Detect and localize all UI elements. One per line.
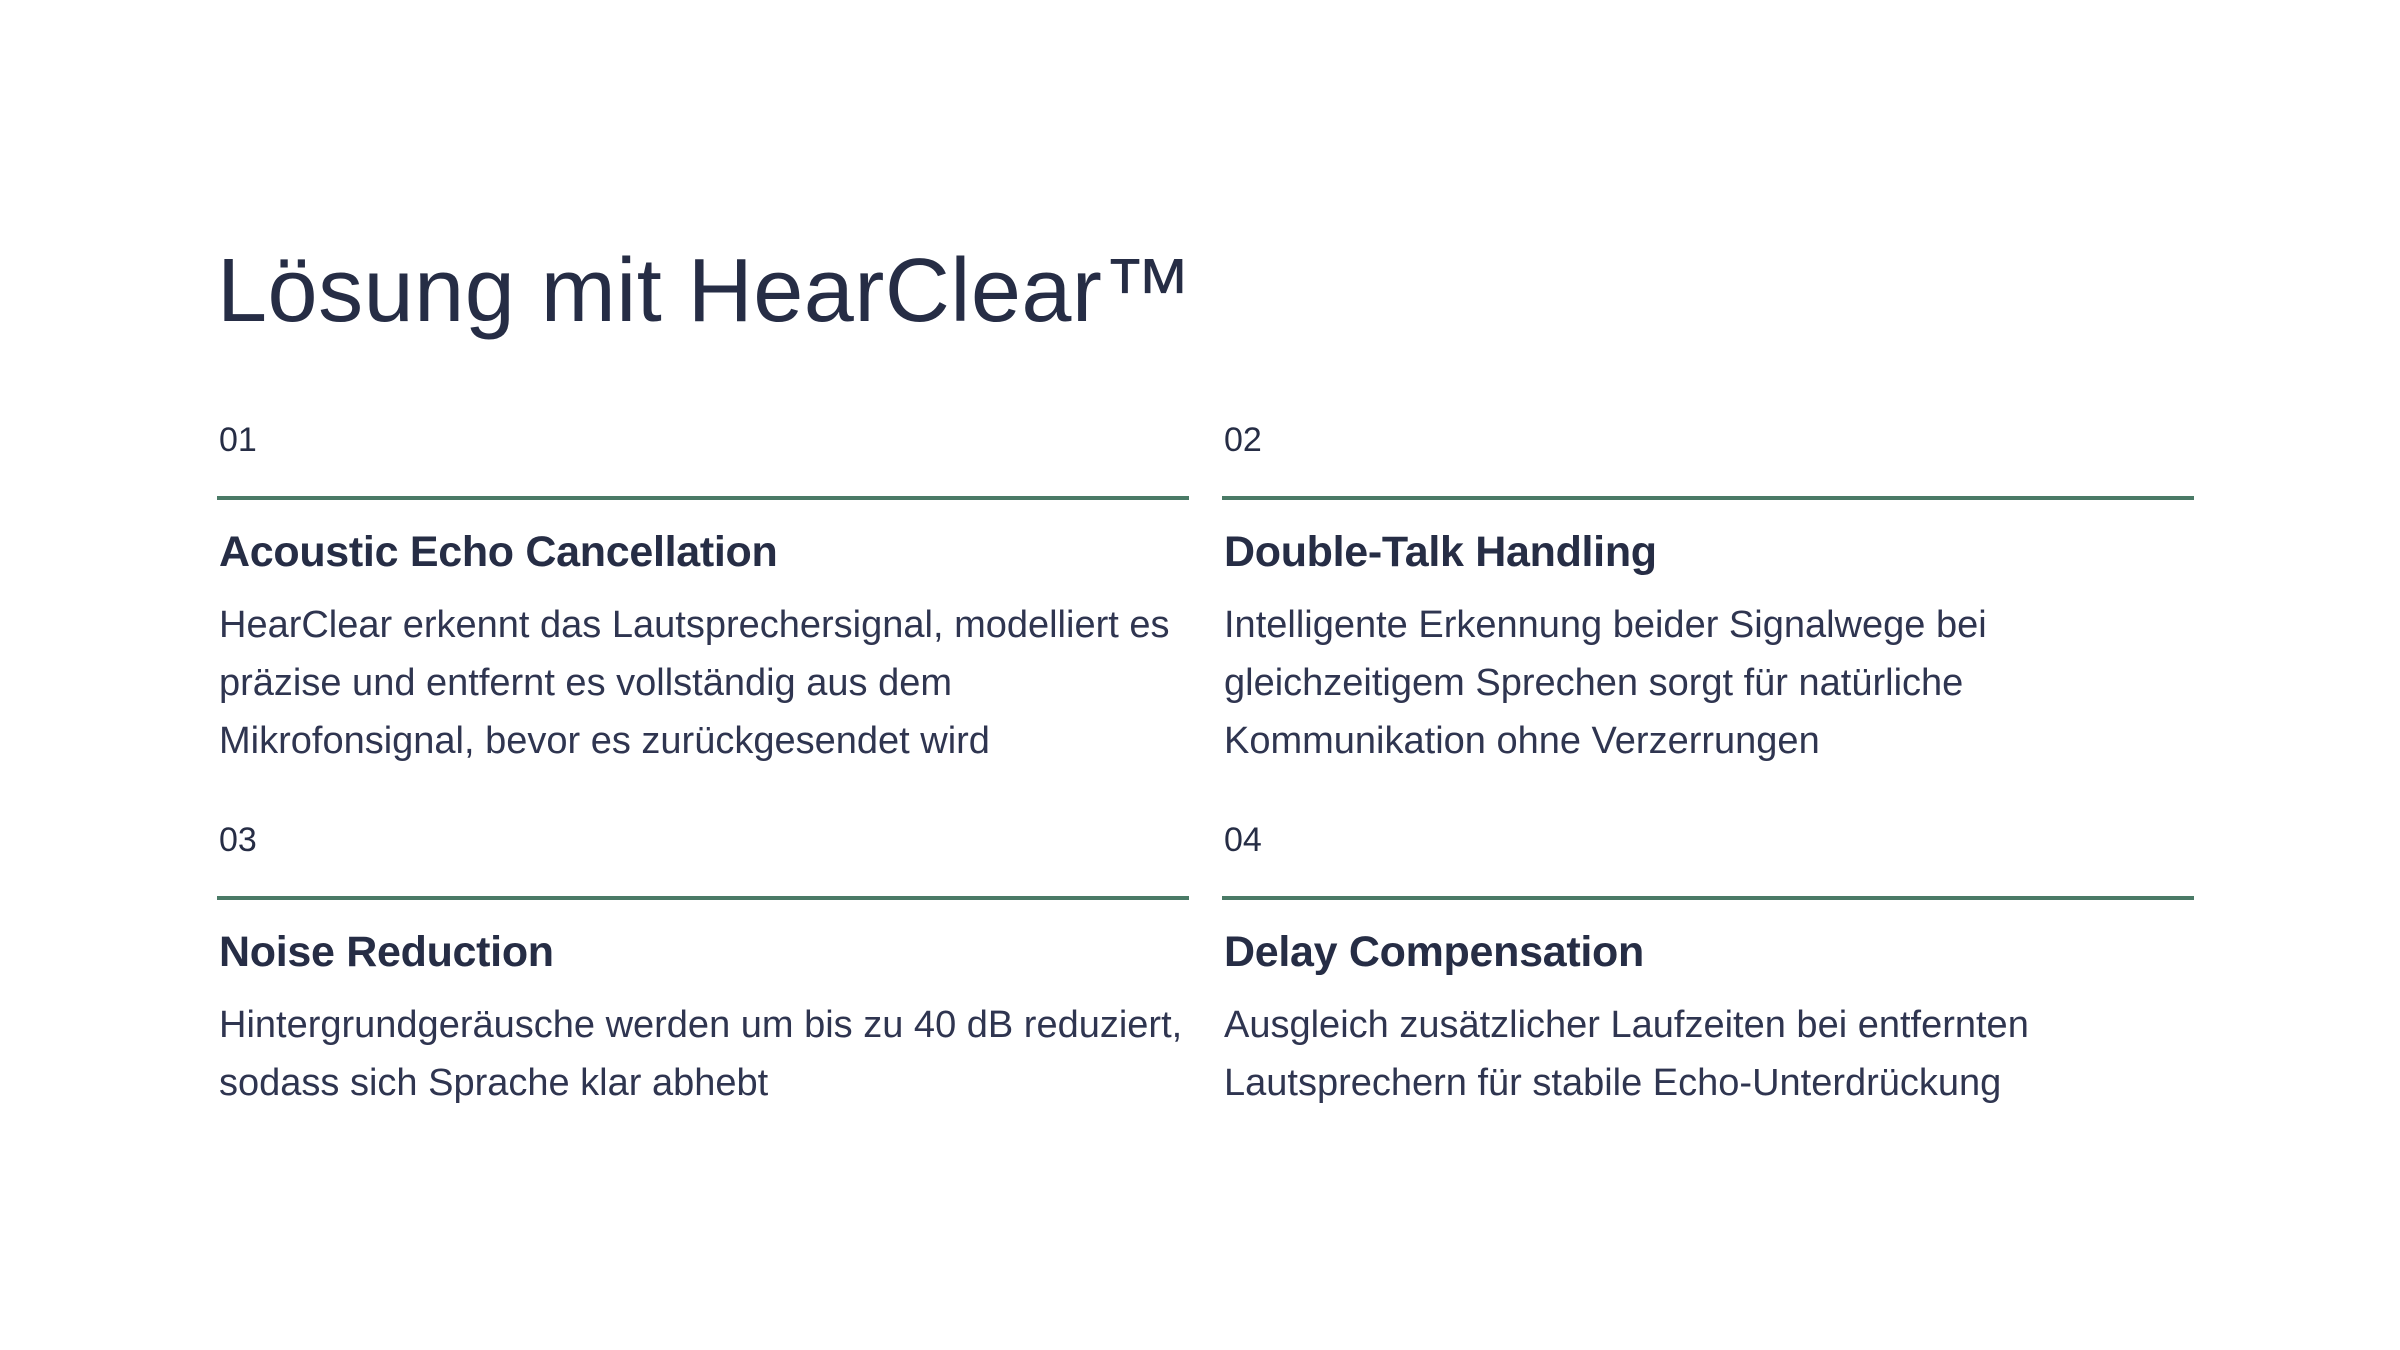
feature-description: Hintergrundgeräusche werden um bis zu 40 dB reduziert, sodass sich Sprache klar abhebt [219, 1004, 1183, 1104]
feature-description: Ausgleich zusätzlicher Laufzeiten bei entfernten Lautsprechern für stabile Echo-Unterdrückung [1224, 1004, 2029, 1104]
feature-description: Intelligente Erkennung beider Signalwege bei gleichzeitigem Sprechen sorgt für natürliche Kommunikation ohne Verzerrungen [1224, 604, 1987, 762]
divider-line [1222, 496, 2194, 500]
feature-title: Delay Compensation [1224, 928, 1644, 976]
feature-title: Double-Talk Handling [1224, 528, 1657, 576]
feature-number: 02 [1224, 421, 1262, 459]
feature-number: 01 [219, 421, 257, 459]
divider-line [217, 496, 1189, 500]
divider-line [217, 896, 1189, 900]
feature-description: HearClear erkennt das Lautsprechersignal, modelliert es präzise und entfernt es vollständig aus dem Mikrofonsignal, bevor es zurückgesendet wird [219, 604, 1170, 762]
feature-number: 04 [1224, 821, 1262, 859]
feature-number: 03 [219, 821, 257, 859]
feature-card-double-talk [1222, 420, 2194, 770]
feature-title: Noise Reduction [219, 928, 554, 976]
feature-card-echo-cancellation [217, 420, 1189, 770]
feature-card-delay-compensation [1222, 820, 2194, 1112]
feature-title: Acoustic Echo Cancellation [219, 528, 778, 576]
feature-card-noise-reduction [217, 820, 1189, 1112]
divider-line [1222, 896, 2194, 900]
slide-title: Lösung mit HearClear™ [217, 241, 1193, 341]
